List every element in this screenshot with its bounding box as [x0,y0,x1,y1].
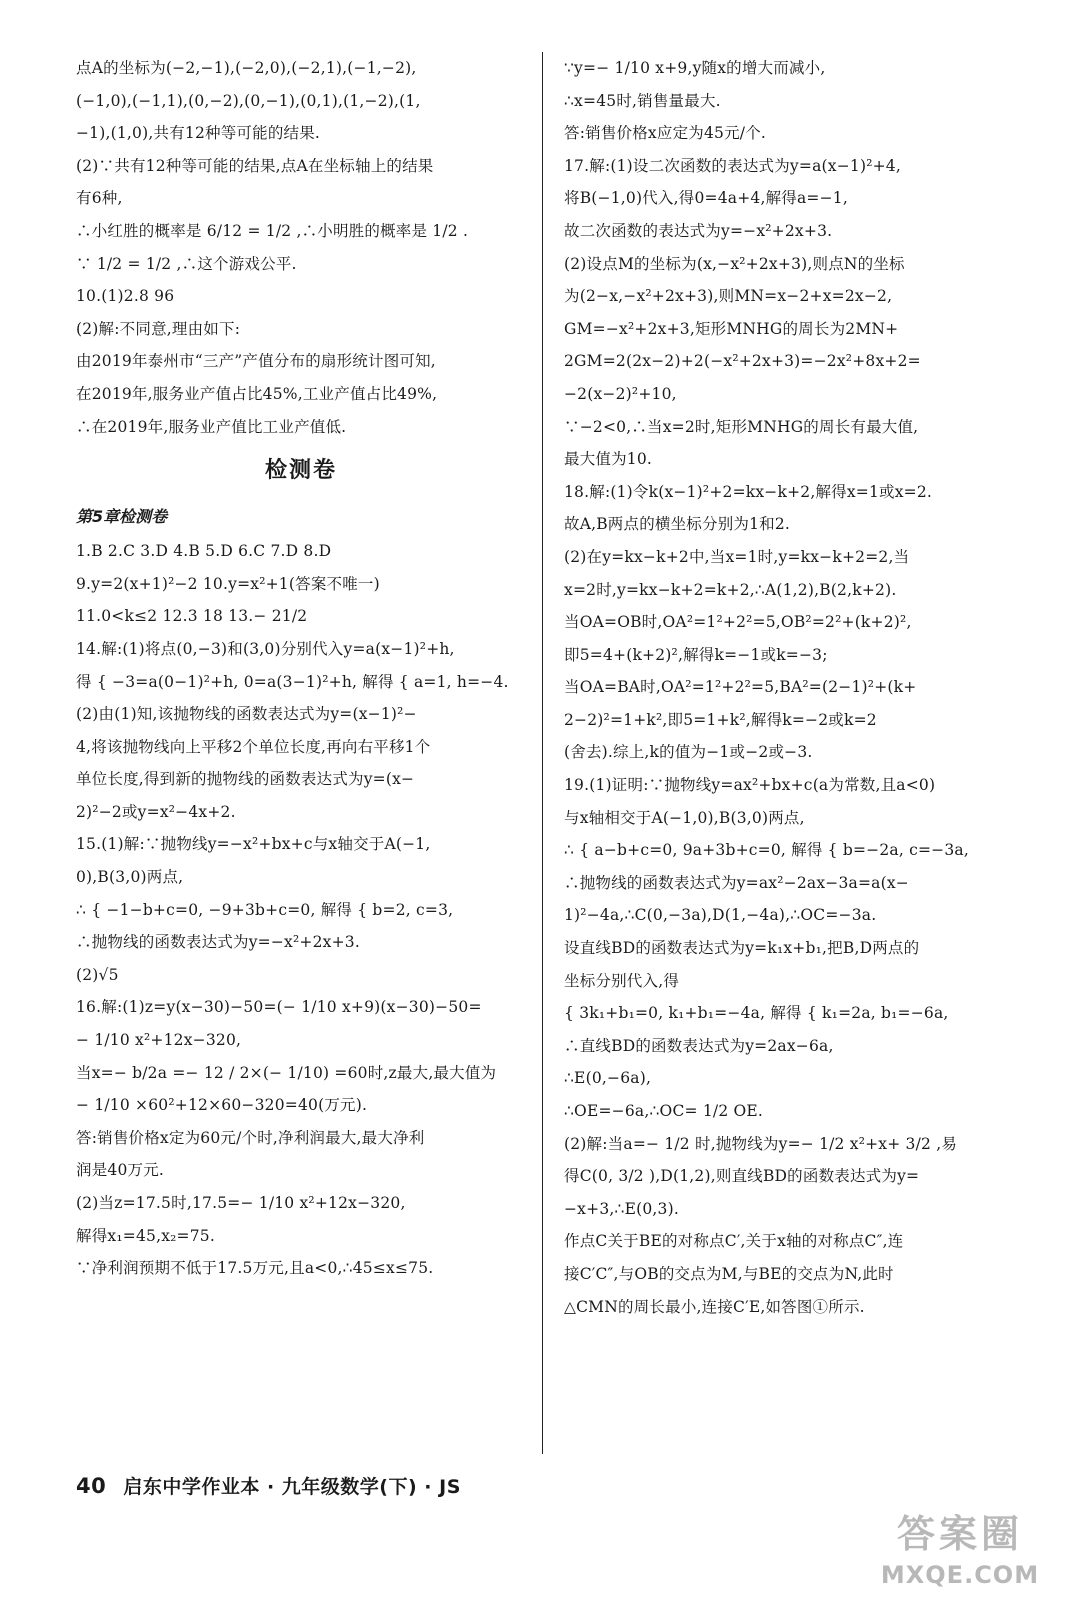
watermark-logo [870,1508,1050,1594]
answer-line: (2)解:不同意,理由如下: [76,319,241,338]
answer-line: − 1/10 x²+12x−320, [76,1031,242,1050]
page-number: 40 [76,1474,107,1498]
answer-line: (2)在y=kx−k+2中,当x=1时,y=kx−k+2=2,当 [564,547,910,566]
answer-line: (−1,0),(−1,1),(0,−2),(0,−1),(0,1),(1,−2),(1, [76,91,421,110]
answer-line: (2)解:当a=− 1/2 时,抛物线为y=− 1/2 x²+x+ 3/2 ,易 [564,1134,958,1153]
answer-line: 最大值为10. [564,450,653,469]
answer-line: 由2019年泰州市“三产”产值分布的扇形统计图可知, [76,352,436,371]
answer-line: ∴抛物线的函数表达式为y=−x²+2x+3. [76,933,360,952]
answer-line: ∴x=45时,销售量最大. [564,91,721,110]
answer-line: 故二次函数的表达式为y=−x²+2x+3. [564,221,833,240]
answer-line: 将B(−1,0)代入,得0=4a+4,解得a=−1, [564,189,848,208]
answer-line: ∴抛物线的函数表达式为y=ax²−2ax−3a=a(x− [564,873,909,892]
answer-line: 1.B 2.C 3.D 4.B 5.D 6.C 7.D 8.D [76,542,332,561]
answer-line: 在2019年,服务业产值占比45%,工业产值占比49%, [76,384,438,403]
answer-line: 15.(1)解:∵抛物线y=−x²+bx+c与x轴交于A(−1, [76,835,431,854]
answer-line: 10.(1)2.8 96 [76,287,175,306]
answer-line: 当OA=BA时,OA²=1²+2²=5,BA²=(2−1)²+(k+ [564,678,917,697]
answer-line: 4,将该抛物线向上平移2个单位长度,再向右平移1个 [76,737,431,756]
answer-line: 19.(1)证明:∵抛物线y=ax²+bx+c(a为常数,且a<0) [564,776,936,795]
answer-line: (2)∵共有12种等可能的结果,点A在坐标轴上的结果 [76,156,434,175]
answer-line: 得 { −3=a(0−1)²+h, 0=a(3−1)²+h, 解得 { a=1, h=−4. [76,672,509,691]
answer-line: 接C′C″,与OB的交点为M,与BE的交点为N,此时 [564,1264,894,1283]
answer-line: (2)√5 [76,965,119,984]
answer-line: 有6种, [76,189,123,208]
answer-line: 14.解:(1)将点(0,−3)和(3,0)分别代入y=a(x−1)²+h, [76,639,455,658]
answer-line: 与x轴相交于A(−1,0),B(3,0)两点, [564,808,805,827]
answer-line: 设直线BD的函数表达式为y=k₁x+b₁,把B,D两点的 [564,939,920,958]
answer-line: 当x=− b/2a =− 12 / 2×(− 1/10) =60时,z最大,最大值为 [76,1063,497,1082]
left-answers-top [76,52,526,443]
left-answers-bottom [76,535,526,1285]
answer-line: 0),B(3,0)两点, [76,868,184,887]
answer-line: 解得x₁=45,x₂=75. [76,1226,215,1245]
answer-line: { 3k₁+b₁=0, k₁+b₁=−4a, 解得 { k₁=2a, b₁=−6a, [564,1004,949,1023]
answer-line: −2(x−2)²+10, [564,384,677,403]
answer-line: 9.y=2(x+1)²−2 10.y=x²+1(答案不唯一) [76,574,380,593]
section-heading: 检测卷 [264,458,337,484]
answer-line: x=2时,y=kx−k+2=k+2,∴A(1,2),B(2,k+2). [564,580,897,599]
column-divider [542,52,543,1454]
answer-line: 2)²−2或y=x²−4x+2. [76,802,236,821]
answer-line: ∴ { −1−b+c=0, −9+3b+c=0, 解得 { b=2, c=3, [76,900,454,919]
answer-line: 润是40万元. [76,1161,165,1180]
answer-line: 答:销售价格x应定为45元/个. [564,124,767,143]
answer-line: (舍去).综上,k的值为−1或−2或−3. [564,743,813,762]
chapter-subheading: 第5章检测卷 [76,507,168,527]
answer-line: 16.解:(1)z=y(x−30)−50=(− 1/10 x+9)(x−30)−50= [76,998,482,1017]
watermark-logo-text: 答案圈 [896,1512,1023,1556]
watermark-url: MXQE.COM [880,1561,1040,1589]
answer-line: ∴ { a−b+c=0, 9a+3b+c=0, 解得 { b=−2a, c=−3a, [564,841,969,860]
answer-line: 11.0<k≤2 12.3 18 13.− 21/2 [76,607,308,626]
answer-line: ∵净利润预期不低于17.5万元,且a<0,∴45≤x≤75. [76,1259,434,1278]
answer-line: ∵ 1/2 = 1/2 ,∴这个游戏公平. [76,254,297,273]
answer-line: 答:销售价格x定为60元/个时,净利润最大,最大净利 [76,1128,425,1147]
answer-line: GM=−x²+2x+3,矩形MNHG的周长为2MN+ [564,319,899,338]
answer-line: 2−2)²=1+k²,即5=1+k²,解得k=−2或k=2 [564,710,877,729]
answer-line: ∵−2<0,∴当x=2时,矩形MNHG的周长有最大值, [564,417,919,436]
answer-line: 得C(0, 3/2 ),D(1,2),则直线BD的函数表达式为y= [564,1167,920,1186]
answer-line: (2)设点M的坐标为(x,−x²+2x+3),则点N的坐标 [564,254,905,273]
answer-line: ∴E(0,−6a), [564,1069,652,1088]
answer-line: −x+3,∴E(0,3). [564,1199,679,1218]
answer-line: 故A,B两点的横坐标分别为1和2. [564,515,791,534]
answer-line: −1),(1,0),共有12种等可能的结果. [76,124,321,143]
answer-line: ∴在2019年,服务业产值比工业产值低. [76,417,347,436]
left-column [76,52,526,1285]
answer-line: ∵y=− 1/10 x+9,y随x的增大而减小, [564,59,826,77]
answer-line: 1)²−4a,∴C(0,−3a),D(1,−4a),∴OC=−3a. [564,906,877,925]
answer-line: 18.解:(1)令k(x−1)²+2=kx−k+2,解得x=1或x=2. [564,482,933,501]
answer-line: ∴直线BD的函数表达式为y=2ax−6a, [564,1036,834,1055]
right-answers [564,52,1010,1323]
answer-line: 2GM=2(2x−2)+2(−x²+2x+3)=−2x²+8x+2= [564,352,921,371]
answer-line: 为(2−x,−x²+2x+3),则MN=x−2+x=2x−2, [564,287,893,306]
answer-line: 作点C关于BE的对称点C′,关于x轴的对称点C″,连 [564,1232,904,1251]
right-column [564,52,1010,1323]
book-title: 启东中学作业本 · 九年级数学(下) · JS [123,1476,461,1498]
answer-line: ∴OE=−6a,∴OC= 1/2 OE. [564,1102,764,1120]
answer-line: 17.解:(1)设二次函数的表达式为y=a(x−1)²+4, [564,156,901,175]
answer-line: 当OA=OB时,OA²=1²+2²=5,OB²=2²+(k+2)², [564,613,912,632]
answer-line: − 1/10 ×60²+12×60−320=40(万元). [76,1096,368,1115]
answer-line: 即5=4+(k+2)²,解得k=−1或k=−3; [564,645,828,664]
answer-line: (2)由(1)知,该抛物线的函数表达式为y=(x−1)²− [76,705,417,724]
answer-line: ∴小红胜的概率是 6/12 = 1/2 ,∴小明胜的概率是 1/2 . [76,221,469,240]
answer-line: (2)当z=17.5时,17.5=− 1/10 x²+12x−320, [76,1194,406,1212]
answer-line: 单位长度,得到新的抛物线的函数表达式为y=(x− [76,770,415,789]
answer-line: 坐标分别代入,得 [564,971,680,990]
answer-line: △CMN的周长最小,连接C′E,如答图①所示. [564,1297,865,1316]
page-footer [76,1466,996,1506]
answer-line: 点A的坐标为(−2,−1),(−2,0),(−2,1),(−1,−2), [76,59,417,77]
